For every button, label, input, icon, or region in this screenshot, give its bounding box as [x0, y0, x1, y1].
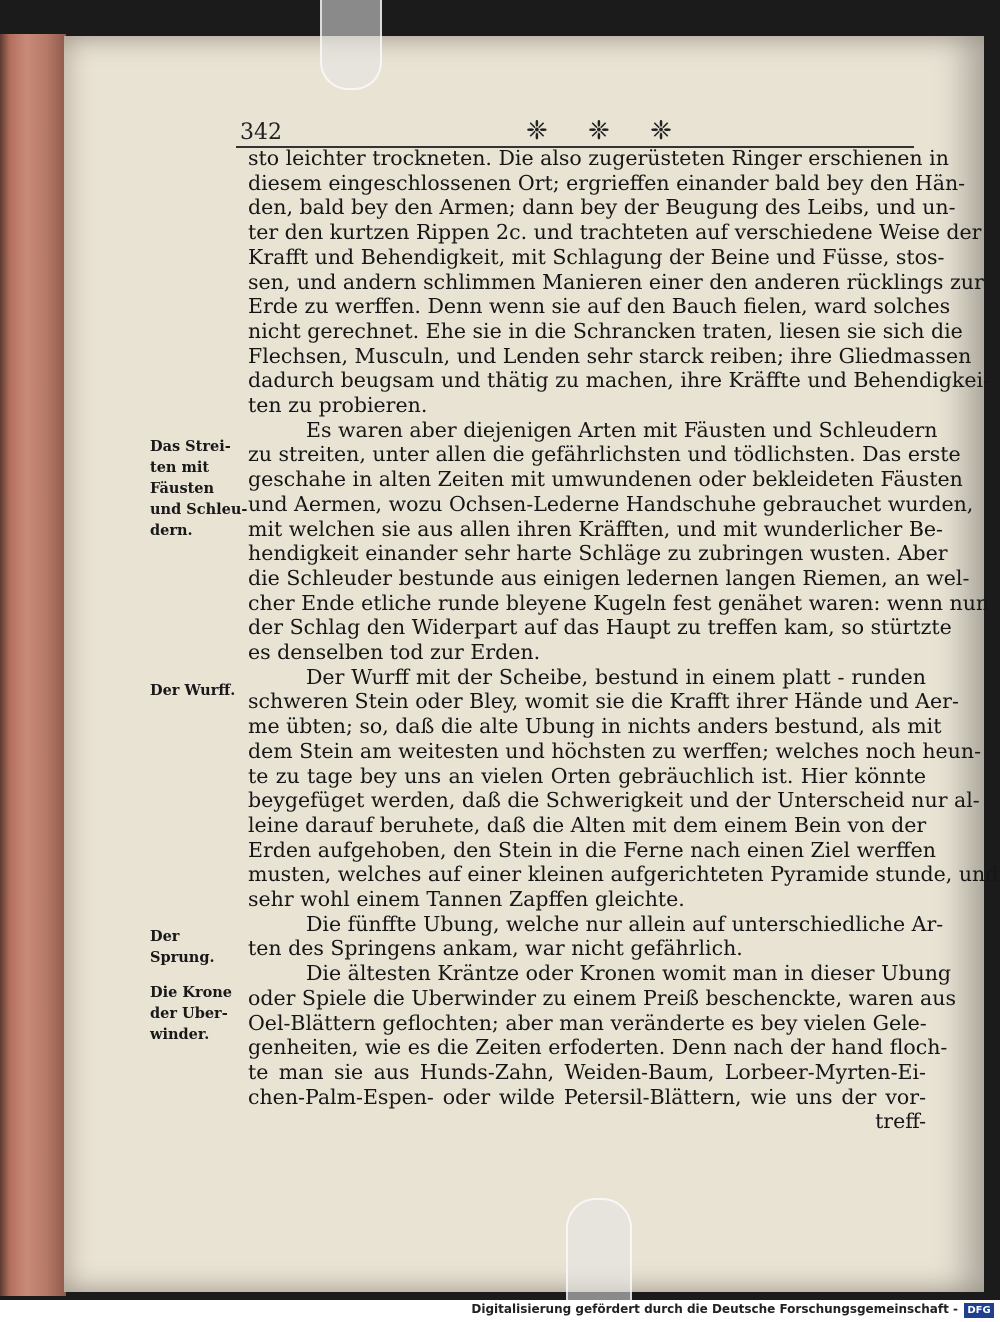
text-line: und Aermen, wozu Ochsen-Lederne Handschuhe gebrauchet wurden, — [248, 491, 974, 516]
text-line: cher Ende etliche runde bleyene Kugeln fest genähet waren: wenn nun — [248, 590, 990, 615]
text-line: den, bald bey den Armen; dann bey der Beugung des Leibs, und un- — [248, 195, 956, 220]
text-line: sehr wohl einem Tannen Zapffen gleichte. — [248, 887, 685, 911]
text-line: sen, und andern schlimmen Manieren einer den anderen rücklings zur — [248, 269, 984, 294]
margin-note-crown — [150, 982, 248, 1045]
text-line: Die fünffte Ubung, welche nur allein auf unterschiedliche Ar- — [306, 911, 944, 936]
dfg-logo: DFG — [964, 1303, 994, 1318]
margin-note-line: Das Strei- — [150, 438, 231, 455]
text-line: me übten; so, daß die alte Ubung in nichts anders bestund, als mit — [248, 714, 942, 739]
text-line: nicht gerechnet. Ehe sie in die Schrancken traten, liesen sie sich die — [248, 318, 963, 343]
text-line: es denselben tod zur Erden. — [248, 640, 541, 664]
margin-note-fist-fighting — [150, 436, 248, 541]
text-line: zu streiten, unter allen die gefährlichsten und tödlichsten. Das erste — [248, 442, 961, 467]
text-line: mit welchen sie aus allen ihren Kräfften, und mit wunderlicher Be- — [248, 516, 943, 541]
text-line: schweren Stein oder Bley, womit sie die Krafft ihrer Hände und Aer- — [248, 689, 959, 714]
margin-note-line: der Uber- — [150, 1005, 228, 1022]
text-line: Erde zu werffen. Denn wenn sie auf den Bauch fielen, ward solches — [248, 294, 951, 319]
book-page-edge — [0, 34, 66, 1296]
page-number: 342 — [240, 120, 282, 145]
text-line: Der Wurff mit der Scheibe, bestund in einem platt - runden — [306, 664, 926, 689]
text-line: sto leichter trockneten. Die also zugerüsteten Ringer erschienen in — [248, 146, 949, 170]
margin-note-line: Der Wurff. — [150, 682, 236, 699]
text-line: diesem eingeschlossenen Ort; ergrieffen einander bald bey den Hän- — [248, 170, 966, 195]
text-line: Es waren aber diejenigen Arten mit Fäusten und Schleudern — [306, 417, 938, 442]
text-line: Flechsen, Musculn, und Lenden sehr starck reiben; ihre Gliedmassen — [248, 343, 972, 368]
text-line: beygefüget werden, daß die Schwerigkeit und der Unterscheid nur al- — [248, 788, 980, 813]
text-line: musten, welches auf einer kleinen aufgerichteten Pyramide stunde, und — [248, 862, 999, 887]
text-line: ten des Springens ankam, war nicht gefährlich. — [248, 936, 743, 961]
margin-note-line: Fäusten — [150, 480, 215, 497]
page-header — [236, 116, 914, 150]
text-line: dem Stein am weitesten und höchsten zu werffen; welches noch heun- — [248, 738, 981, 763]
text-line: oder Spiele die Uberwinder zu einem Preiß beschenckte, waren aus — [248, 985, 956, 1010]
text-line: der Schlag den Widerpart auf das Haupt zu treffen kam, so stürtzte — [248, 615, 952, 640]
text-line: Die ältesten Kräntze oder Kronen womit man in dieser Ubung — [306, 961, 952, 986]
text-line: hendigkeit einander sehr harte Schläge zu zubringen wusten. Aber — [248, 541, 948, 566]
margin-note-line: Sprung. — [150, 949, 215, 966]
text-line: Oel-Blättern geflochten; aber man veränderte es bey vielen Gele- — [248, 1010, 927, 1035]
text-line: chen-Palm-Espen- oder wilde Petersil-Blättern, wie uns der vor- — [248, 1084, 926, 1109]
text-line: genheiten, wie es die Zeiten erfoderten. Denn nach der hand floch- — [248, 1035, 948, 1060]
text-line: te man sie aus Hunds-Zahn, Weiden-Baum, Lorbeer-Myrten-Ei- — [248, 1059, 926, 1084]
text-line: treff- — [875, 1109, 926, 1134]
page-clip-bottom — [566, 1198, 632, 1310]
text-line: geschahe in alten Zeiten mit umwundenen oder bekleideten Fäusten — [248, 467, 963, 492]
text-line: Erden aufgehoben, den Stein in die Ferne nach einen Ziel werffen — [248, 837, 936, 862]
margin-note-line: ten mit — [150, 459, 210, 476]
margin-note-line: dern. — [150, 522, 193, 539]
funding-credit: Digitalisierung gefördert durch die Deutsche Forschungsgemeinschaft - — [471, 1302, 958, 1316]
text-line: ter den kurtzen Rippen 2c. und trachteten auf verschiedene Weise der — [248, 220, 982, 245]
margin-note-line: winder. — [150, 1026, 210, 1043]
text-line: dadurch beugsam und thätig zu machen, ihre Kräffte und Behendigkei- — [248, 368, 990, 393]
text-line: Krafft und Behendigkeit, mit Schlagung der Beine und Füsse, stos- — [248, 244, 945, 269]
page-clip-top — [320, 0, 382, 90]
margin-note-throw — [150, 680, 248, 701]
margin-note-jump — [150, 926, 248, 968]
margin-note-line: und Schleu- — [150, 501, 248, 518]
margin-note-line: Der — [150, 928, 180, 945]
margin-note-line: Die Krone — [150, 984, 233, 1001]
text-line: leine darauf beruhete, daß die Alten mit dem einem Bein von der — [248, 812, 927, 837]
footer-bar — [0, 1300, 1000, 1322]
text-line: ten zu probieren. — [248, 393, 428, 417]
text-line: te zu tage bey uns an vielen Orten gebräuchlich ist. Hier könnte — [248, 763, 926, 788]
header-ornament: ❈ ❈ ❈ — [526, 116, 688, 146]
text-line: die Schleuder bestunde aus einigen ledernen langen Riemen, an wel- — [248, 565, 970, 590]
